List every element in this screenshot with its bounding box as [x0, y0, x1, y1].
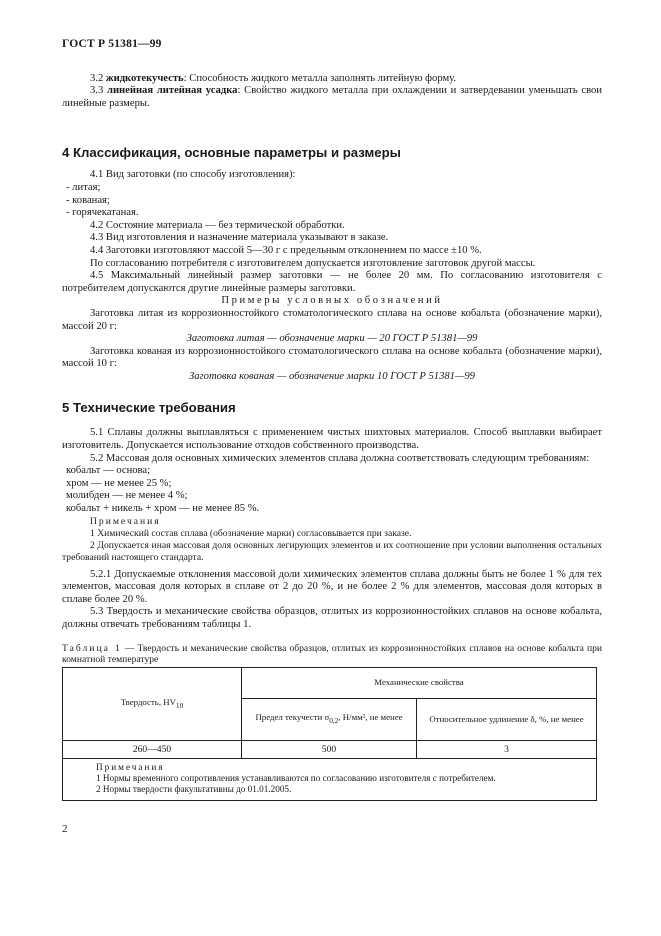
table-note-2: 2 Нормы твердости факультативны до 01.01.2005. [96, 783, 292, 794]
para-5-1: 5.1 Сплавы должны выплавляться с применением чистых шихтовых материалов. Способ выплавки выбирает изготовитель. Допускается использование отходов собственного производства. [62, 427, 602, 452]
requirement-item: хром — не менее 25 %; [66, 477, 172, 489]
section-5-title: 5 Технические требования [62, 400, 236, 416]
page-number: 2 [62, 823, 68, 835]
requirement-item: кобальт — основа; [66, 465, 151, 477]
term-name: жидкотекучесть [105, 72, 184, 84]
list-item: - литая; [66, 181, 101, 193]
table-caption-text: — Твердость и механические свойства образцов, отлитых из коррозионностойких сплавов на основе кобальта при комнатной температуре [62, 642, 603, 665]
table-note-1: 1 Нормы временного сопротивления устанавливаются по согласованию изготовителя с потребителем. [96, 772, 496, 783]
cell-elongation: 3 [417, 740, 597, 758]
para-4-4: 4.4 Заготовки изготовляют массой 5—30 г с предельным отклонением по массе ±10 %. [90, 244, 482, 256]
list-item: - горячекатаная. [66, 207, 139, 219]
term-name: линейная литейная усадка [107, 85, 238, 97]
note-2: 2 Допускается иная массовая доля основных легирующих элементов и их соотношение при условии выполнения остальных требований настоящего стандарта. [62, 539, 602, 563]
term-3-2 [62, 73, 602, 86]
example-1: Заготовка литая из коррозионностойкого стоматологического сплава на основе кобальта (обозначение марки), массой 20 г: [62, 307, 602, 332]
para-5-2: 5.2 Массовая доля основных химических элементов сплава должна соответствовать следующим требованиям: [90, 452, 590, 464]
term-definition: : Свойство жидкого металла при охлаждении и затвердевании уменьшать свои линейные размеры. [62, 85, 602, 109]
header-hardness: Твердость, $HV_{10}$ [63, 667, 242, 740]
table-notes-title: Примечания [96, 761, 165, 772]
table-caption-label: Таблица 1 [62, 642, 122, 654]
header-mechanical: Механические свойства [242, 667, 597, 698]
para-5-3: 5.3 Твердость и механические свойства образцов, отлитых из коррозионностойких сплавов на основе кобальта, должны отвечать требованиям таблицы 1. [62, 606, 602, 630]
example-2-code: Заготовка кованая — обозначение марки 10 ГОСТ Р 51381—99 [189, 370, 475, 382]
table-1 [62, 667, 597, 759]
note-1: 1 Химический состав сплава (обозначение марки) согласовывается при заказе. [90, 527, 412, 539]
cell-hardness: 260—450 [63, 740, 242, 758]
example-2: Заготовка кованая из коррозионностойкого стоматологического сплава на основе кобальта (обозначение марки), массой 10 г: [62, 345, 602, 370]
para-4-1: 4.1 Вид заготовки (по способу изготовления): [90, 169, 296, 181]
list-item: - кованая; [66, 194, 110, 206]
document-header: ГОСТ Р 51381—99 [62, 38, 162, 50]
notes-title: Примечания [90, 515, 161, 527]
table-caption [62, 643, 602, 665]
para-4-4-note: По согласованию потребителя с изготовителем допускается изготовление заготовок другой массы. [90, 257, 536, 269]
table-row [63, 740, 597, 758]
term-number: 3.2 [90, 72, 104, 84]
document-page [62, 38, 602, 801]
examples-title: Примеры условных обозначений [221, 295, 443, 307]
para-5-2-1: 5.2.1 Допускаемые отклонения массовой доли химических элементов сплава должны быть не более 1 % для тех элементов, массовая доля которых в сплаве от 2 до 20 %, и не более 2 % для элементов, массовая доля которых в сплаве более 20 %. [62, 568, 602, 605]
requirement-item: молибден — не менее 4 %; [66, 490, 188, 502]
requirement-item: кобальт + никель + хром — не менее 85 %. [66, 503, 260, 515]
term-3-3 [62, 85, 602, 110]
table-notes [62, 759, 597, 801]
header-elongation: Относительное удлинение δ, %, не менее [417, 698, 597, 740]
para-4-5: 4.5 Максимальный линейный размер заготовки — не более 20 мм. По согласованию изготовителя с потребителем допускаются другие линейные размеры заготовки. [62, 270, 602, 294]
header-yield: Предел текучести $\sigma_{0,2}$, Н/мм², не менее [242, 698, 417, 740]
example-1-code: Заготовка литая — обозначение марки — 20 ГОСТ Р 51381—99 [186, 333, 478, 345]
section-4-title: 4 Классификация, основные параметры и размеры [62, 145, 401, 161]
cell-yield: 500 [242, 740, 417, 758]
term-definition: : Способность жидкого металла заполнять литейную форму. [183, 72, 457, 84]
para-4-3: 4.3 Вид изготовления и назначение материала указывают в заказе. [90, 232, 389, 244]
term-number: 3.3 [90, 85, 104, 97]
para-4-2: 4.2 Состояние материала — без термической обработки. [90, 219, 345, 231]
